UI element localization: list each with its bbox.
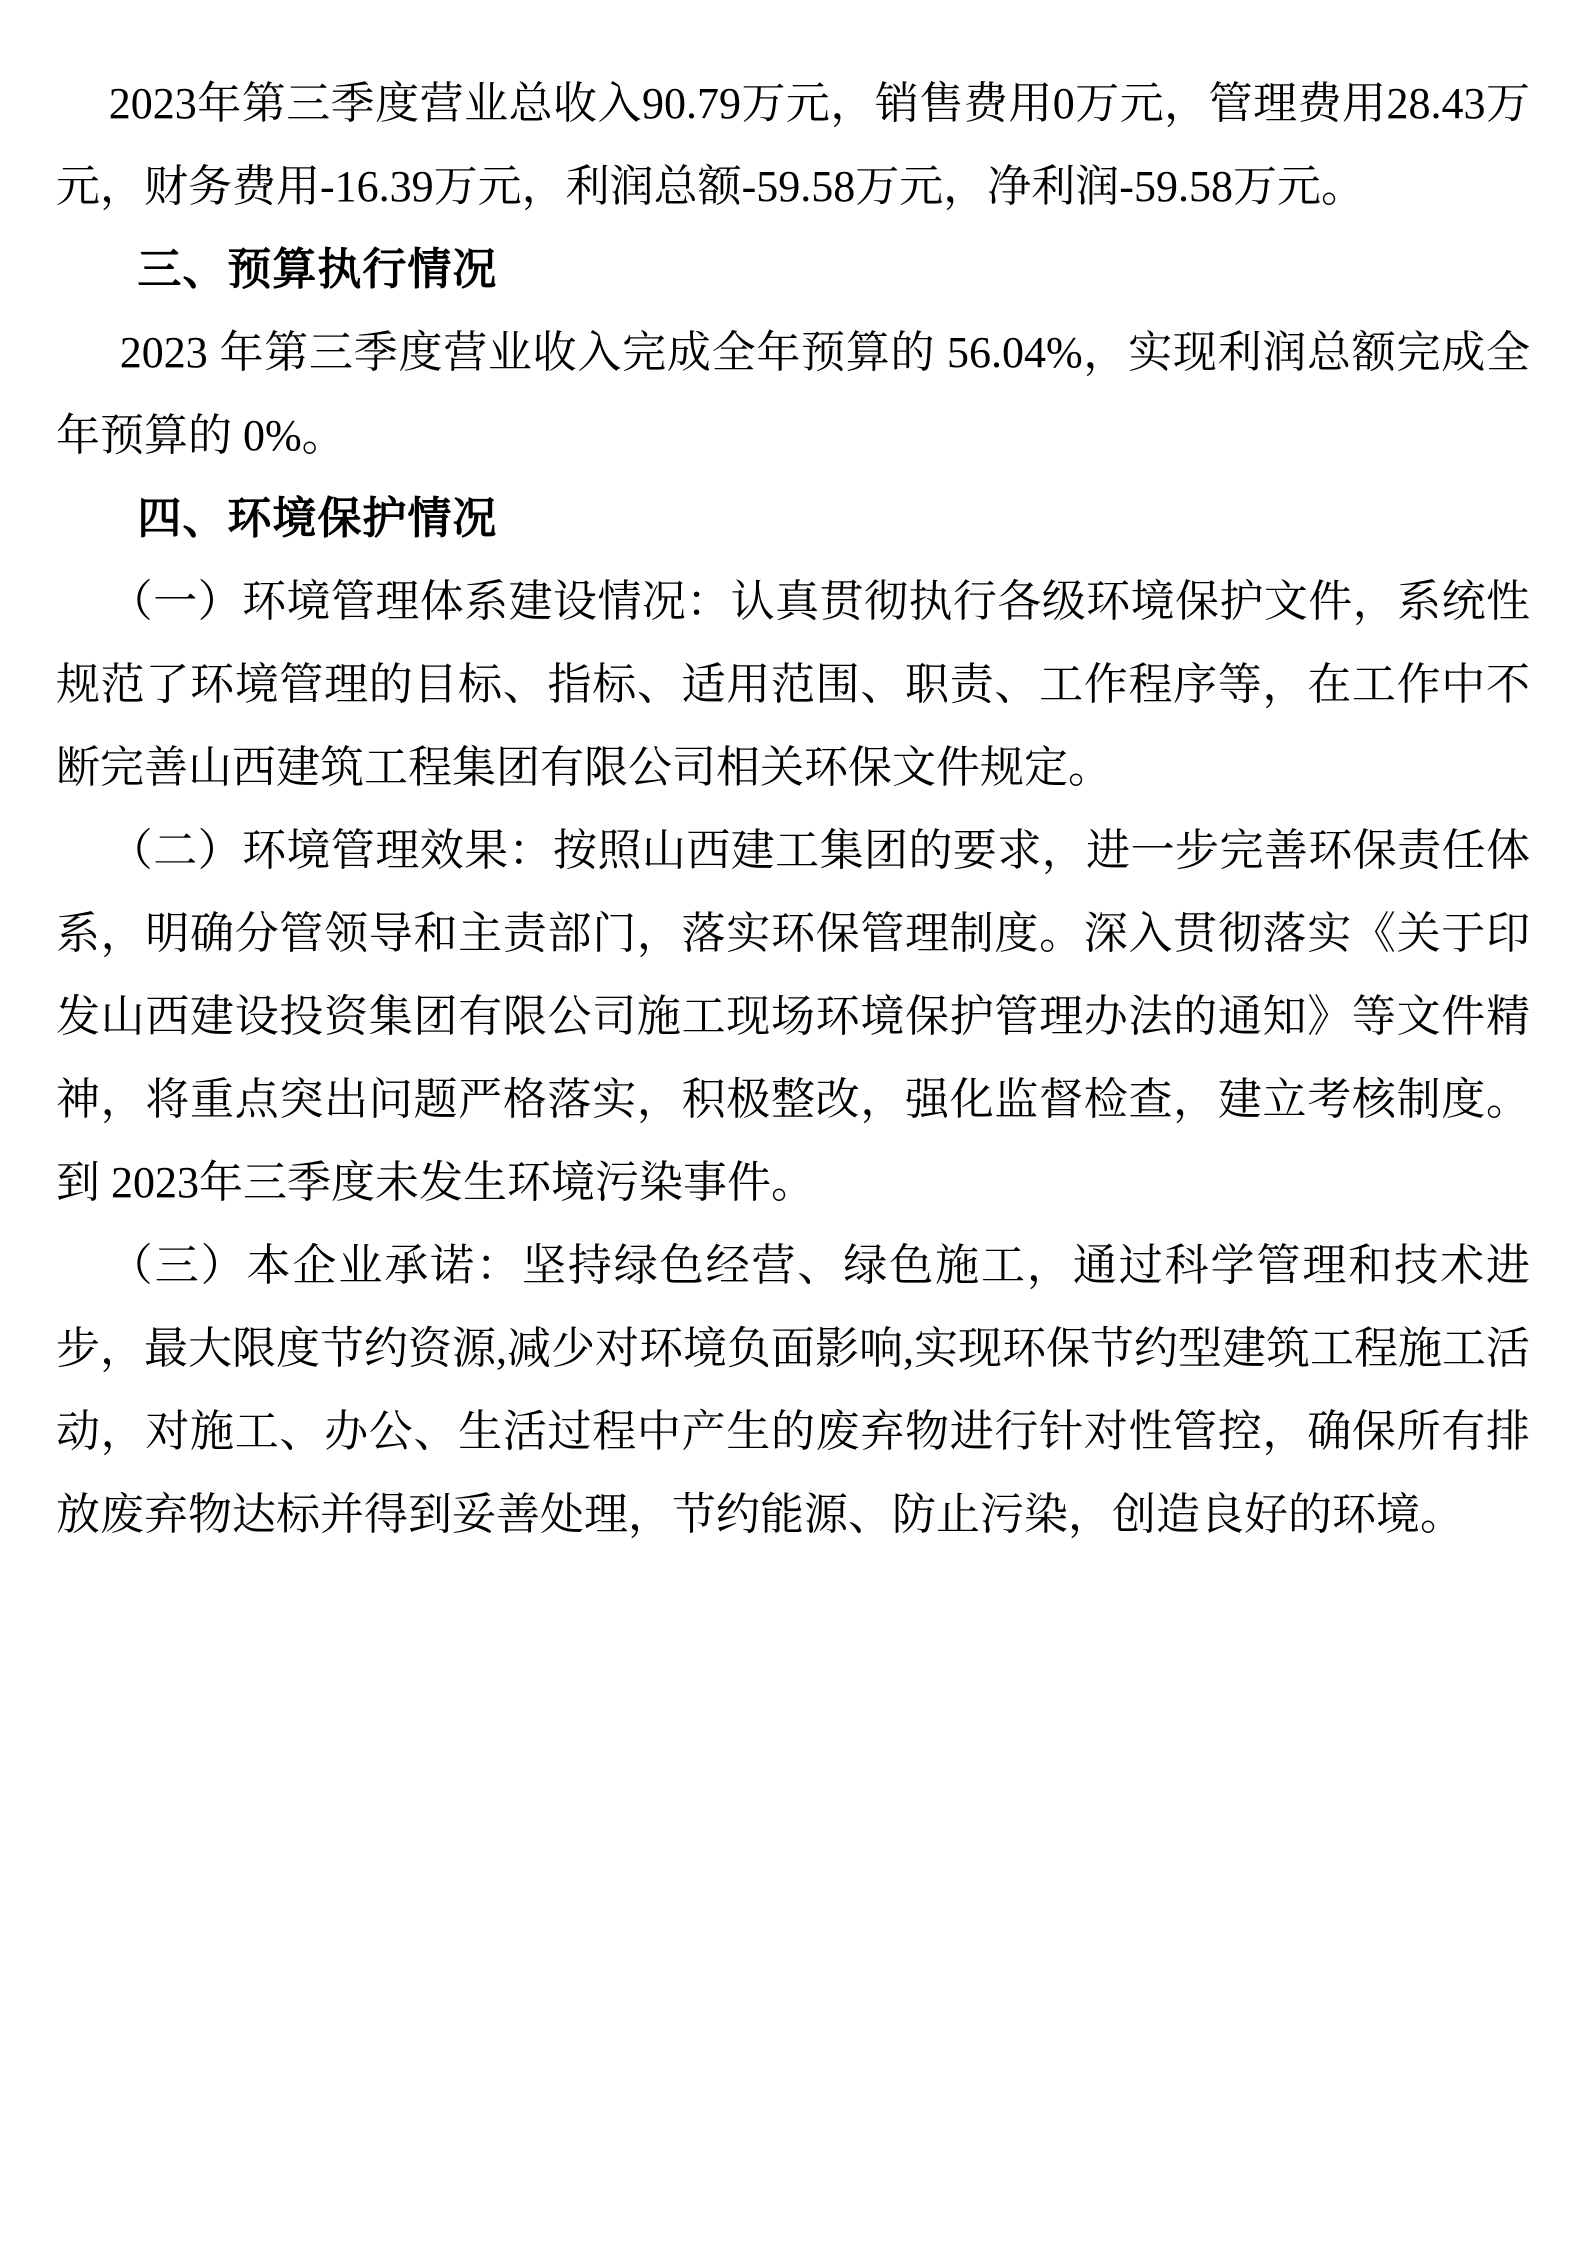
heading-budget-execution: 三、预算执行情况 <box>137 245 498 294</box>
paragraph-enterprise-commitment: （三）本企业承诺：坚持绿色经营、绿色施工，通过科学管理和技术进步，最大限度节约资源,减少对环境负面影响,实现环保节约型建筑工程施工活动，对施工、办公、生活过程中产生的废弃物进行针对性管控，确保所有排放废弃物达标并得到妥善处理，节约能源、防止污染，创造良好的环境。 <box>56 1241 1530 1539</box>
paragraph-env-management-results: （二）环境管理效果：按照山西建工集团的要求，进一步完善环保责任体系，明确分管领导和主责部门，落实环保管理制度。深入贯彻落实《关于印发山西建设投资集团有限公司施工现场环境保护管理办法的通知》等文件精神，将重点突出问题严格落实，积极整改，强化监督检查，建立考核制度。到 2023年三季度未发生环境污染事件。 <box>56 826 1530 1207</box>
paragraph-budget-execution: 2023 年第三季度营业收入完成全年预算的 56.04%，实现利润总额完成全年预算的 0%。 <box>56 328 1530 460</box>
paragraph-env-management-system: （一）环境管理体系建设情况：认真贯彻执行各级环境保护文件，系统性规范了环境管理的目标、指标、适用范围、职责、工作程序等，在工作中不断完善山西建筑工程集团有限公司相关环保文件规定。 <box>56 577 1530 792</box>
heading-environmental-protection: 四、环境保护情况 <box>137 494 498 543</box>
paragraph-q3-financial-summary: 2023年第三季度营业总收入90.79万元，销售费用0万元，管理费用28.43万元，财务费用-16.39万元，利润总额-59.58万元，净利润-59.58万元。 <box>56 79 1530 211</box>
